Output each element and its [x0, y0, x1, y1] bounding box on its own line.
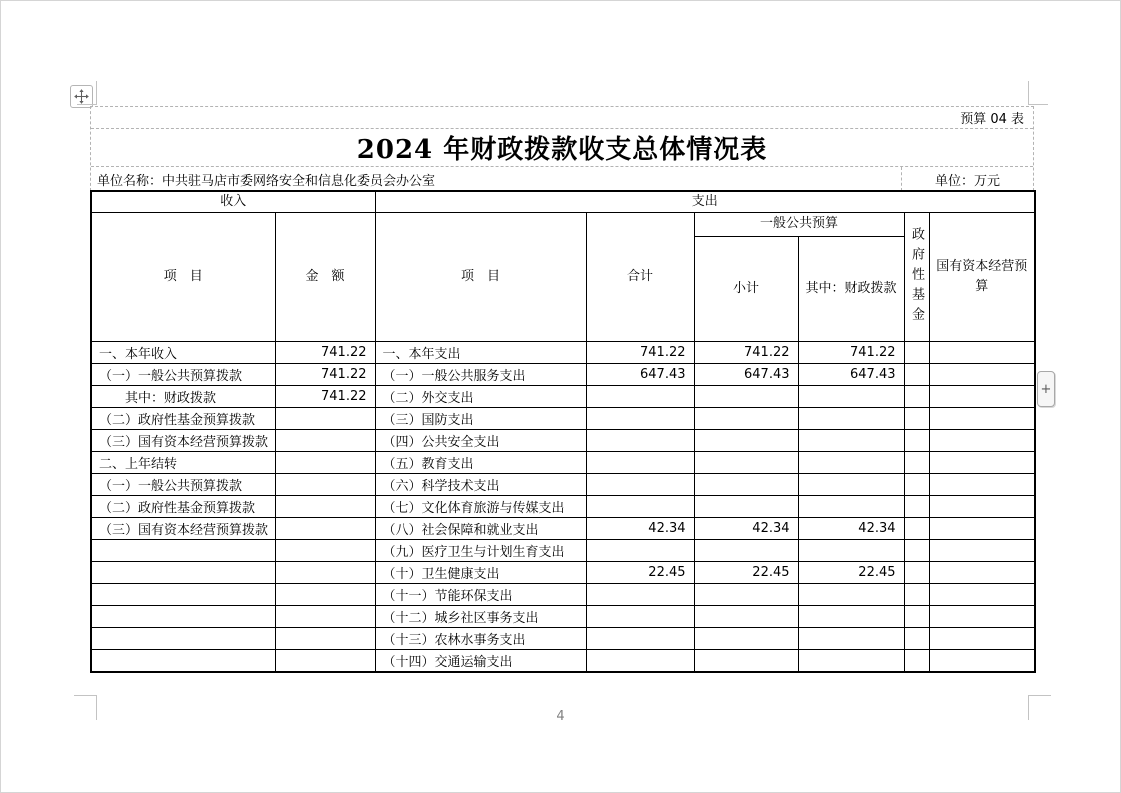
col-header-subtotal[interactable]: 小计	[694, 236, 798, 341]
table-row	[91, 407, 1035, 429]
expense-gov-fund-cell[interactable]	[904, 495, 929, 517]
expense-total-cell[interactable]	[586, 429, 694, 451]
table-row	[91, 451, 1035, 473]
table-row	[91, 628, 1035, 650]
expense-subtotal-cell[interactable]	[694, 473, 798, 495]
gov-fund-vertical-text: 政府性基金	[909, 226, 925, 327]
income-item-cell[interactable]	[91, 584, 275, 606]
expense-total-cell[interactable]: 647.43	[586, 363, 694, 385]
income-item-cell[interactable]: （二）政府性基金预算拨款	[91, 407, 275, 429]
expense-state-capital-cell[interactable]	[929, 495, 1035, 517]
income-amount-cell[interactable]	[275, 407, 375, 429]
expense-item-cell[interactable]: （六）科学技术支出	[375, 473, 586, 495]
expense-state-capital-cell[interactable]	[929, 363, 1035, 385]
expense-total-cell[interactable]	[586, 473, 694, 495]
budget-table-body	[91, 341, 1035, 672]
expense-gov-fund-cell[interactable]	[904, 628, 929, 650]
income-amount-cell[interactable]	[275, 540, 375, 562]
expense-item-cell[interactable]: （十二）城乡社区事务支出	[375, 606, 586, 628]
expense-fiscal-cell[interactable]	[798, 451, 904, 473]
income-item-cell[interactable]	[91, 540, 275, 562]
col-header-expense-item[interactable]: 项 目	[375, 212, 586, 341]
income-item-cell[interactable]	[91, 650, 275, 672]
expense-gov-fund-cell[interactable]	[904, 518, 929, 540]
table-row	[91, 495, 1035, 517]
expense-fiscal-cell[interactable]	[798, 495, 904, 517]
expense-state-capital-cell[interactable]	[929, 650, 1035, 672]
expense-total-cell[interactable]	[586, 451, 694, 473]
expense-gov-fund-cell[interactable]	[904, 650, 929, 672]
table-row	[91, 385, 1035, 407]
table-row	[91, 363, 1035, 385]
expense-item-cell[interactable]: 一、本年支出	[375, 341, 586, 363]
table-row	[91, 584, 1035, 606]
col-header-income-item[interactable]: 项 目	[91, 212, 275, 341]
income-item-cell[interactable]	[91, 606, 275, 628]
sheet-label-row[interactable]	[91, 107, 1033, 129]
expense-item-cell[interactable]: （十三）农林水事务支出	[375, 628, 586, 650]
table-row	[91, 518, 1035, 540]
expense-gov-fund-cell[interactable]	[904, 584, 929, 606]
expense-fiscal-cell[interactable]	[798, 540, 904, 562]
income-item-cell[interactable]: 一、本年收入	[91, 341, 275, 363]
col-header-state-capital[interactable]: 国有资本经营预算	[929, 212, 1035, 341]
income-amount-cell[interactable]	[275, 473, 375, 495]
expense-total-cell[interactable]	[586, 407, 694, 429]
table-row	[91, 473, 1035, 495]
income-item-cell[interactable]: 二、上年结转	[91, 451, 275, 473]
expense-state-capital-cell[interactable]	[929, 562, 1035, 584]
income-section-header[interactable]: 收入	[91, 191, 375, 212]
expense-subtotal-cell[interactable]	[694, 650, 798, 672]
expense-state-capital-cell[interactable]	[929, 606, 1035, 628]
expense-item-cell[interactable]: （五）教育支出	[375, 451, 586, 473]
expense-subtotal-cell[interactable]: 647.43	[694, 363, 798, 385]
expense-subtotal-cell[interactable]	[694, 407, 798, 429]
expense-item-cell[interactable]: （十一）节能环保支出	[375, 584, 586, 606]
expense-gov-fund-cell[interactable]	[904, 606, 929, 628]
col-header-fiscal-appropriation[interactable]: 其中：财政拨款	[798, 236, 904, 341]
expense-total-cell[interactable]	[586, 385, 694, 407]
income-amount-cell[interactable]: 741.22	[275, 385, 375, 407]
page-margin-mark-top-right	[1028, 81, 1048, 105]
expense-total-cell[interactable]	[586, 628, 694, 650]
expense-subtotal-cell[interactable]: 42.34	[694, 518, 798, 540]
expense-gov-fund-cell[interactable]	[904, 407, 929, 429]
income-amount-cell[interactable]	[275, 584, 375, 606]
add-button[interactable]	[1037, 371, 1055, 407]
expense-total-cell[interactable]: 22.45	[586, 562, 694, 584]
income-amount-cell[interactable]	[275, 429, 375, 451]
expense-total-cell[interactable]	[586, 495, 694, 517]
table-row	[91, 429, 1035, 451]
unit-row	[91, 167, 1033, 191]
expense-total-cell[interactable]	[586, 540, 694, 562]
income-item-cell[interactable]: （一）一般公共预算拨款	[91, 363, 275, 385]
income-item-cell[interactable]: （二）政府性基金预算拨款	[91, 495, 275, 517]
expense-item-cell[interactable]: （一）一般公共服务支出	[375, 363, 586, 385]
expense-fiscal-cell[interactable]: 647.43	[798, 363, 904, 385]
expense-fiscal-cell[interactable]	[798, 606, 904, 628]
expense-subtotal-cell[interactable]	[694, 584, 798, 606]
expense-total-cell[interactable]	[586, 650, 694, 672]
expense-total-cell[interactable]	[586, 584, 694, 606]
expense-item-cell[interactable]: （七）文化体育旅游与传媒支出	[375, 495, 586, 517]
col-header-total[interactable]: 合计	[586, 212, 694, 341]
income-item-cell[interactable]	[91, 628, 275, 650]
col-header-gov-fund[interactable]	[904, 212, 929, 341]
expense-state-capital-cell[interactable]	[929, 584, 1035, 606]
expense-state-capital-cell[interactable]	[929, 473, 1035, 495]
expense-subtotal-cell[interactable]	[694, 628, 798, 650]
unit-name-label[interactable]: 单位名称：中共驻马店市委网络安全和信息化委员会办公室	[97, 173, 436, 189]
expense-subtotal-cell[interactable]	[694, 540, 798, 562]
expense-fiscal-cell[interactable]	[798, 584, 904, 606]
expense-gov-fund-cell[interactable]	[904, 363, 929, 385]
expense-item-cell[interactable]: （八）社会保障和就业支出	[375, 518, 586, 540]
income-item-cell[interactable]	[91, 562, 275, 584]
expense-subtotal-cell[interactable]	[694, 429, 798, 451]
expense-fiscal-cell[interactable]	[798, 650, 904, 672]
expense-subtotal-cell[interactable]	[694, 495, 798, 517]
expense-item-cell[interactable]: （四）公共安全支出	[375, 429, 586, 451]
expense-state-capital-cell[interactable]	[929, 429, 1035, 451]
income-item-cell[interactable]: （一）一般公共预算拨款	[91, 473, 275, 495]
income-item-cell[interactable]: （三）国有资本经营预算拨款	[91, 518, 275, 540]
expense-state-capital-cell[interactable]	[929, 341, 1035, 363]
expense-item-cell[interactable]: （十）卫生健康支出	[375, 562, 586, 584]
expense-state-capital-cell[interactable]	[929, 407, 1035, 429]
pre-table-area	[90, 106, 1034, 191]
expense-state-capital-cell[interactable]	[929, 385, 1035, 407]
expense-gov-fund-cell[interactable]	[904, 341, 929, 363]
expense-state-capital-cell[interactable]	[929, 628, 1035, 650]
expense-fiscal-cell[interactable]	[798, 473, 904, 495]
expense-fiscal-cell[interactable]: 22.45	[798, 562, 904, 584]
expense-total-cell[interactable]: 741.22	[586, 341, 694, 363]
unit-measure-label[interactable]: 单位：万元	[901, 167, 1033, 191]
expense-gov-fund-cell[interactable]	[904, 540, 929, 562]
expense-gov-fund-cell[interactable]	[904, 385, 929, 407]
income-item-cell[interactable]: （三）国有资本经营预算拨款	[91, 429, 275, 451]
expense-item-cell[interactable]: （九）医疗卫生与计划生育支出	[375, 540, 586, 562]
expense-gov-fund-cell[interactable]	[904, 562, 929, 584]
expense-subtotal-cell[interactable]	[694, 606, 798, 628]
expense-gov-fund-cell[interactable]	[904, 451, 929, 473]
expense-section-header[interactable]: 支出	[375, 191, 1035, 212]
expense-subtotal-cell[interactable]: 741.22	[694, 341, 798, 363]
expense-item-cell[interactable]: （二）外交支出	[375, 385, 586, 407]
income-amount-cell[interactable]	[275, 518, 375, 540]
income-amount-cell[interactable]: 741.22	[275, 341, 375, 363]
income-amount-cell[interactable]	[275, 451, 375, 473]
col-header-amount[interactable]: 金 额	[275, 212, 375, 341]
income-item-cell[interactable]: 其中：财政拨款	[91, 385, 275, 407]
table-row	[91, 562, 1035, 584]
expense-subtotal-cell[interactable]: 22.45	[694, 562, 798, 584]
page-margin-mark-top-left	[77, 81, 97, 105]
expense-subtotal-cell[interactable]	[694, 385, 798, 407]
table-row	[91, 540, 1035, 562]
budget-table	[90, 190, 1036, 673]
expense-fiscal-cell[interactable]	[798, 407, 904, 429]
expense-total-cell[interactable]	[586, 606, 694, 628]
income-amount-cell[interactable]	[275, 650, 375, 672]
table-row	[91, 341, 1035, 363]
expense-state-capital-cell[interactable]	[929, 451, 1035, 473]
income-amount-cell[interactable]	[275, 562, 375, 584]
table-row	[91, 606, 1035, 628]
expense-fiscal-cell[interactable]	[798, 429, 904, 451]
expense-item-cell[interactable]: （十四）交通运输支出	[375, 650, 586, 672]
sheet-label: 预算 04 表	[960, 112, 1024, 127]
income-amount-cell[interactable]: 741.22	[275, 363, 375, 385]
expense-fiscal-cell[interactable]: 42.34	[798, 518, 904, 540]
expense-fiscal-cell[interactable]	[798, 628, 904, 650]
col-header-general-public-budget[interactable]: 一般公共预算	[694, 212, 904, 236]
table-row	[91, 650, 1035, 672]
expense-gov-fund-cell[interactable]	[904, 429, 929, 451]
plus-icon: +	[1040, 381, 1052, 397]
expense-item-cell[interactable]: （三）国防支出	[375, 407, 586, 429]
expense-fiscal-cell[interactable]	[798, 385, 904, 407]
income-amount-cell[interactable]	[275, 495, 375, 517]
page-title: 2024 年财政拨款收支总体情况表	[356, 135, 768, 165]
income-amount-cell[interactable]	[275, 628, 375, 650]
expense-state-capital-cell[interactable]	[929, 540, 1035, 562]
expense-subtotal-cell[interactable]	[694, 451, 798, 473]
expense-gov-fund-cell[interactable]	[904, 473, 929, 495]
expense-total-cell[interactable]: 42.34	[586, 518, 694, 540]
page-number: 4	[556, 709, 565, 724]
income-amount-cell[interactable]	[275, 606, 375, 628]
expense-fiscal-cell[interactable]: 741.22	[798, 341, 904, 363]
expense-state-capital-cell[interactable]	[929, 518, 1035, 540]
title-row[interactable]	[91, 129, 1033, 167]
